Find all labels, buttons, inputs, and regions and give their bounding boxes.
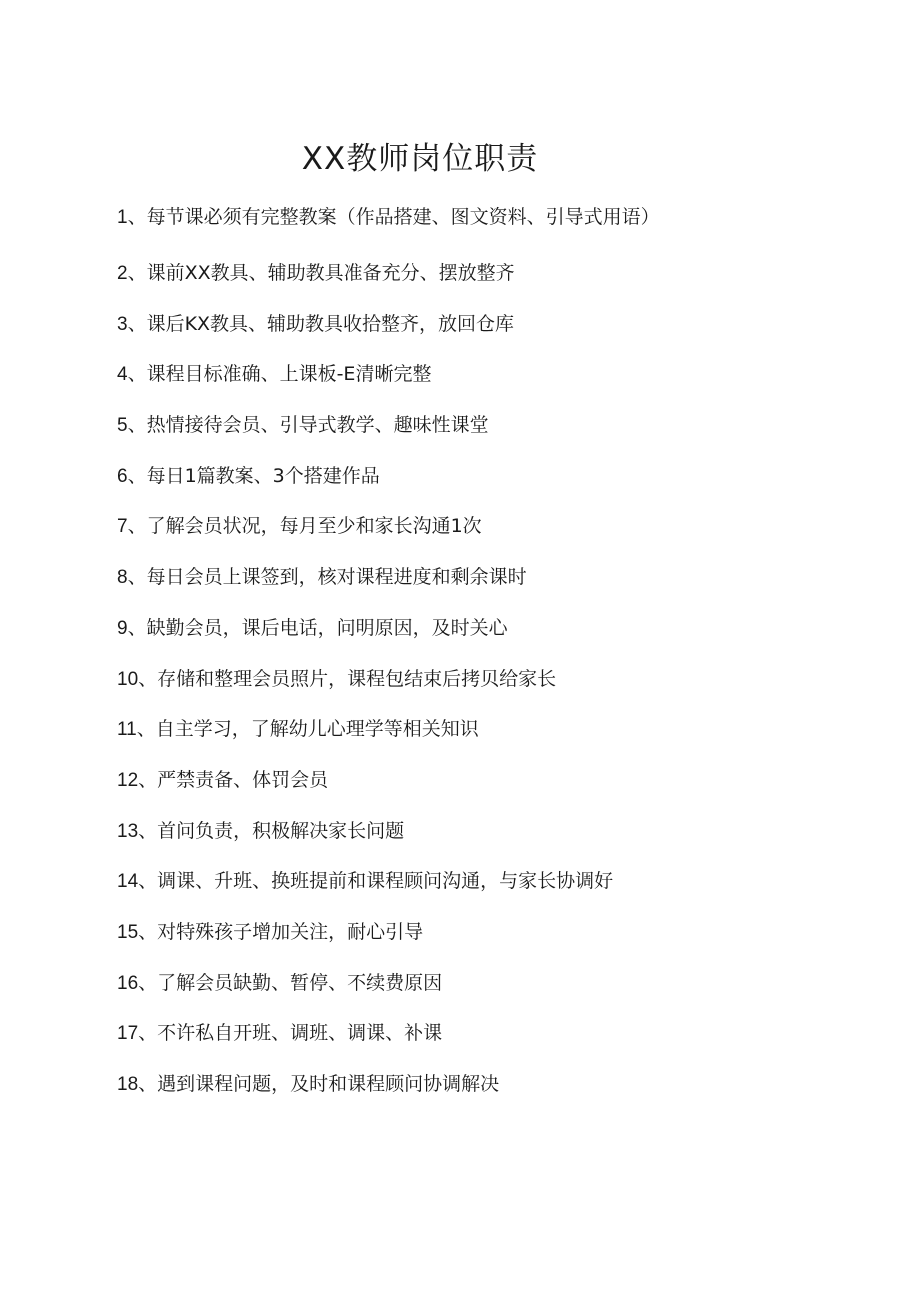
duty-text: 了解会员缺勤、暂停、不续费原因 bbox=[157, 971, 443, 994]
duty-item-17 bbox=[117, 1020, 697, 1047]
duty-item-16 bbox=[117, 970, 697, 997]
duty-number: 3、 bbox=[117, 313, 147, 335]
duty-text: 热情接待会员、引导式教学、趣味性课堂 bbox=[146, 414, 489, 437]
duty-number: 13、 bbox=[117, 820, 158, 842]
duty-item-8 bbox=[117, 564, 697, 591]
duty-number: 7、 bbox=[117, 516, 147, 538]
duty-number: 6、 bbox=[117, 465, 147, 487]
duty-item-7 bbox=[117, 513, 697, 540]
duty-number: 14、 bbox=[117, 871, 158, 893]
duty-item-12 bbox=[117, 767, 697, 794]
duty-item-2 bbox=[117, 260, 697, 287]
duty-text: 存储和整理会员照片，课程包结束后拷贝给家长 bbox=[157, 667, 557, 690]
duty-text: 课程目标准确、上课板-E清晰完整 bbox=[146, 363, 432, 386]
duty-number: 1、 bbox=[117, 207, 147, 228]
duty-item-10 bbox=[117, 666, 697, 693]
duty-text: 了解会员状况，每月至少和家长沟通1次 bbox=[146, 515, 482, 538]
duty-number: 2、 bbox=[117, 263, 147, 284]
duty-item-1 bbox=[117, 204, 697, 231]
duty-number: 5、 bbox=[117, 415, 147, 437]
duty-number: 17、 bbox=[117, 1023, 158, 1045]
duty-item-15 bbox=[117, 919, 697, 946]
duty-item-9 bbox=[117, 615, 697, 642]
duty-item-4 bbox=[117, 361, 697, 388]
duty-text: 首问负责，积极解决家长问题 bbox=[157, 819, 405, 842]
duty-item-5 bbox=[117, 412, 697, 439]
document-title: XX教师岗位职责 bbox=[301, 141, 539, 177]
duty-text: 每日会员上课签到，核对课程进度和剩余课时 bbox=[146, 566, 527, 589]
duty-list bbox=[117, 204, 697, 1122]
duty-text: 遇到课程问题，及时和课程顾问协调解决 bbox=[157, 1073, 500, 1095]
duty-text: 对特殊孩子增加关注，耐心引导 bbox=[157, 920, 424, 943]
duty-item-6 bbox=[117, 463, 697, 490]
duty-text: 课后KX教具、辅助教具收拾整齐，放回仓库 bbox=[146, 312, 515, 335]
duty-text: 每节课必须有完整教案（作品搭建、图文资料、引导式用语） bbox=[146, 206, 660, 228]
duty-text: 课前XX教具、辅助教具准备充分、摆放整齐 bbox=[146, 262, 515, 284]
duty-text: 缺勤会员，课后电话，问明原因，及时关心 bbox=[146, 616, 508, 639]
duty-text: 自主学习，了解幼儿心理学等相关知识 bbox=[155, 718, 479, 741]
duty-text: 调课、升班、换班提前和课程顾问沟通，与家长协调好 bbox=[157, 870, 614, 893]
duty-number: 8、 bbox=[117, 567, 147, 589]
duty-number: 15、 bbox=[117, 921, 158, 943]
duty-text: 严禁责备、体罚会员 bbox=[157, 768, 329, 791]
duty-item-11 bbox=[117, 716, 697, 743]
duty-item-18 bbox=[117, 1071, 697, 1098]
duty-text: 不许私自开班、调班、调课、补课 bbox=[157, 1022, 443, 1045]
duty-item-14 bbox=[117, 868, 697, 895]
duty-number: 9、 bbox=[117, 617, 147, 639]
duty-number: 18、 bbox=[117, 1074, 158, 1095]
duty-number: 11、 bbox=[117, 719, 156, 741]
duty-text: 每日1篇教案、3个搭建作品 bbox=[146, 464, 380, 487]
duty-number: 4、 bbox=[117, 364, 147, 386]
duty-item-3 bbox=[117, 311, 697, 338]
duty-number: 16、 bbox=[117, 972, 158, 994]
duty-item-13 bbox=[117, 818, 697, 845]
duty-number: 12、 bbox=[117, 769, 158, 791]
duty-number: 10、 bbox=[117, 668, 158, 690]
